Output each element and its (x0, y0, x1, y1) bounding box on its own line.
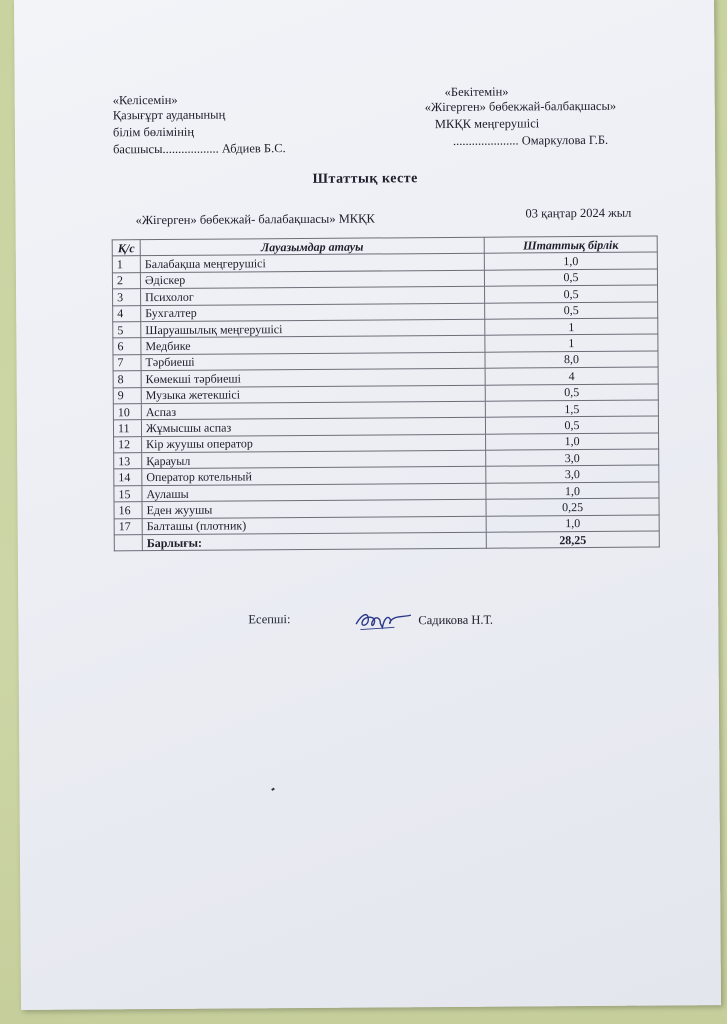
right-approval-line3: МКҚК меңгерушісі (434, 116, 540, 132)
signature-icon (354, 609, 412, 631)
staff-units: 1,5 (485, 400, 658, 418)
document-title: Штаттық кесте (312, 171, 418, 187)
position-name: Аулашы (142, 483, 486, 502)
date-line: 03 қаңтар 2024 жыл (525, 205, 632, 221)
staff-units: 3,0 (486, 449, 659, 467)
row-number: 15 (114, 485, 142, 502)
row-number: 13 (114, 453, 142, 470)
staff-units: 0,5 (485, 302, 658, 320)
row-number: 12 (114, 436, 142, 453)
staff-units: 0,5 (485, 416, 658, 434)
position-name: Тәрбиеші (141, 352, 485, 371)
organization-line: «Жігерген» бөбекжай- балабақшасы» МКҚК (135, 211, 375, 228)
left-approval-line3: білім бөлімінің (112, 124, 195, 140)
staff-units: 3,0 (486, 465, 659, 483)
position-name: Кір жуушы оператор (142, 434, 486, 453)
right-approval-line1: «Бекітемін» (444, 84, 509, 99)
position-name: Еден жуушы (142, 499, 486, 518)
row-number: 14 (114, 469, 142, 486)
position-name: Аспаз (141, 401, 485, 420)
staff-units: 0,5 (484, 269, 657, 287)
row-number: 17 (114, 518, 142, 535)
total-empty-cell (114, 535, 142, 552)
left-approval-line1: «Келісемін» (112, 92, 178, 108)
position-name: Балабақша меңгерушісі (140, 254, 484, 273)
row-number: 1 (112, 256, 140, 273)
staff-units: 4 (485, 367, 658, 385)
ink-mark (271, 788, 275, 791)
row-number: 9 (113, 387, 141, 404)
position-name: Бухгалтер (141, 303, 485, 322)
position-name: Әдіскер (140, 270, 484, 289)
staff-units: 1,0 (486, 482, 659, 500)
column-header-number: Қ/с (112, 240, 140, 257)
row-number: 8 (113, 371, 141, 388)
row-number: 3 (113, 289, 141, 306)
total-value: 28,25 (486, 531, 659, 549)
right-approval-line4: ..................... Омаркулова Г.Б. (452, 132, 609, 148)
position-name: Психолог (141, 286, 485, 305)
document-page (14, 0, 721, 1010)
position-name: Көмекші тәрбиеші (141, 368, 485, 387)
table-total-row (114, 531, 659, 551)
position-name: Музыка жетекшісі (141, 385, 485, 404)
row-number: 10 (113, 404, 141, 421)
staff-units: 1 (485, 318, 658, 336)
staff-table (112, 236, 660, 552)
staff-units: 8,0 (485, 351, 658, 369)
left-approval-line2: Қазығұрт ауданының (112, 107, 226, 123)
column-header-position: Лауазымдар атауы (140, 237, 484, 256)
row-number: 4 (113, 305, 141, 322)
row-number: 7 (113, 354, 141, 371)
row-number: 6 (113, 338, 141, 355)
row-number: 16 (114, 502, 142, 519)
position-name: Шаруашылық меңгерушісі (141, 319, 485, 338)
staff-units: 1,0 (486, 433, 659, 451)
position-name: Медбике (141, 336, 485, 355)
staff-units: 1 (485, 334, 658, 352)
staff-units: 1,0 (484, 252, 657, 270)
staff-units: 0,25 (486, 498, 659, 516)
position-name: Қарауыл (142, 450, 486, 469)
row-number: 2 (112, 272, 140, 289)
accountant-name: Садикова Н.Т. (418, 612, 494, 628)
staff-units: 1,0 (486, 515, 659, 533)
column-header-units: Штаттық бірлік (484, 236, 657, 254)
right-approval-line2: «Жігерген» бөбекжай-балбақшасы» (424, 98, 617, 115)
accountant-label: Есепші: (248, 612, 291, 627)
position-name: Оператор котельный (142, 467, 486, 486)
position-name: Балташы (плотник) (142, 516, 486, 535)
total-label: Барлығы: (142, 532, 486, 551)
left-approval-line4: басшысы.................. Абдиев Б.С. (112, 141, 286, 157)
row-number: 5 (113, 322, 141, 339)
staff-units: 0,5 (485, 285, 658, 303)
row-number: 11 (113, 420, 141, 437)
position-name: Жұмысшы аспаз (141, 418, 485, 437)
staff-units: 0,5 (485, 384, 658, 402)
